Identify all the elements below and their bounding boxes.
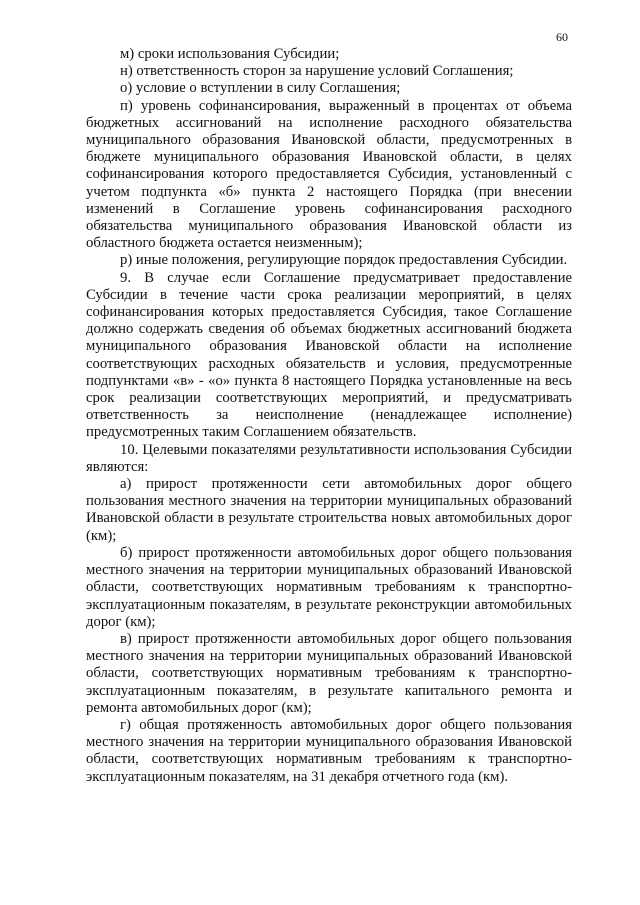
paragraph-section-10: 10. Целевыми показателями результативности использования Субсидии являются: — [86, 441, 572, 475]
paragraph-indicator-b: б) прирост протяженности автомобильных дорог общего пользования местного значения на территории муниципальных образований Ивановской области, соответствующих нормативным требованиям к транспортно-эксплуатационным показателям, в результате реконструкции автомобильных дорог (км); — [86, 544, 572, 630]
paragraph-item-r: р) иные положения, регулирующие порядок предоставления Субсидии. — [120, 252, 568, 269]
paragraph-indicator-a: а) прирост протяженности сети автомобильных дорог общего пользования местного значения на территории муниципальных образований Ивановской области в результате строительства новых автомобильных дорог (км); — [86, 476, 572, 544]
paragraph-item-n: н) ответственность сторон за нарушение условий Соглашения; — [120, 63, 514, 80]
paragraph-indicator-v: в) прирост протяженности автомобильных дорог общего пользования местного значения на территории муниципальных образований Ивановской области, соответствующих нормативным требованиям к транспортно-эксплуатационным показателям, в результате капитального ремонта и ремонта автомобильных дорог (км); — [86, 630, 572, 716]
paragraph-item-o: о) условие о вступлении в силу Соглашения; — [120, 80, 401, 97]
paragraph-section-9: 9. В случае если Соглашение предусматривает предоставление Субсидии в течение части срока реализации мероприятий, в целях софинансирования которых предоставляется Субсидия, такое Соглашение должно содержать сведения об объемах бюджетных ассигнований бюджета муниципального образования Ивановской области на исполнение соответствующих расходных обязательств и условия, предусмотренные подпунктами «в» - «о» пункта 8 настоящего Порядка установленные на весь срок реализации соответствующих мероприятий, и предусматривать ответственность за неисполнение (ненадлежащее исполнение) предусмотренных таким Соглашением обязательств. — [86, 269, 572, 441]
paragraph-item-p: п) уровень софинансирования, выраженный в процентах от объема бюджетных ассигнований на исполнение расходного обязательства муниципального образования Ивановской области, предусмотренных в бюджете муниципального образования Ивановской области, в целях софинансирования которого предоставляется Субсидия, установленный с учетом подпункта «б» пункта 2 настоящего Порядка (при внесении изменений в Соглашение уровень софинансирования расходного обязательства муниципального образования Ивановской области из областного бюджета остается неизменным); — [86, 97, 572, 252]
page-number: 60 — [556, 30, 568, 44]
paragraph-item-m: м) сроки использования Субсидии; — [120, 46, 340, 62]
document-body — [86, 46, 572, 786]
paragraph-indicator-g: г) общая протяженность автомобильных дорог общего пользования местного значения на территории муниципального образования Ивановской области, соответствующих нормативным требованиям к транспортно-эксплуатационным показателям, на 31 декабря отчетного года (км). — [86, 716, 572, 785]
